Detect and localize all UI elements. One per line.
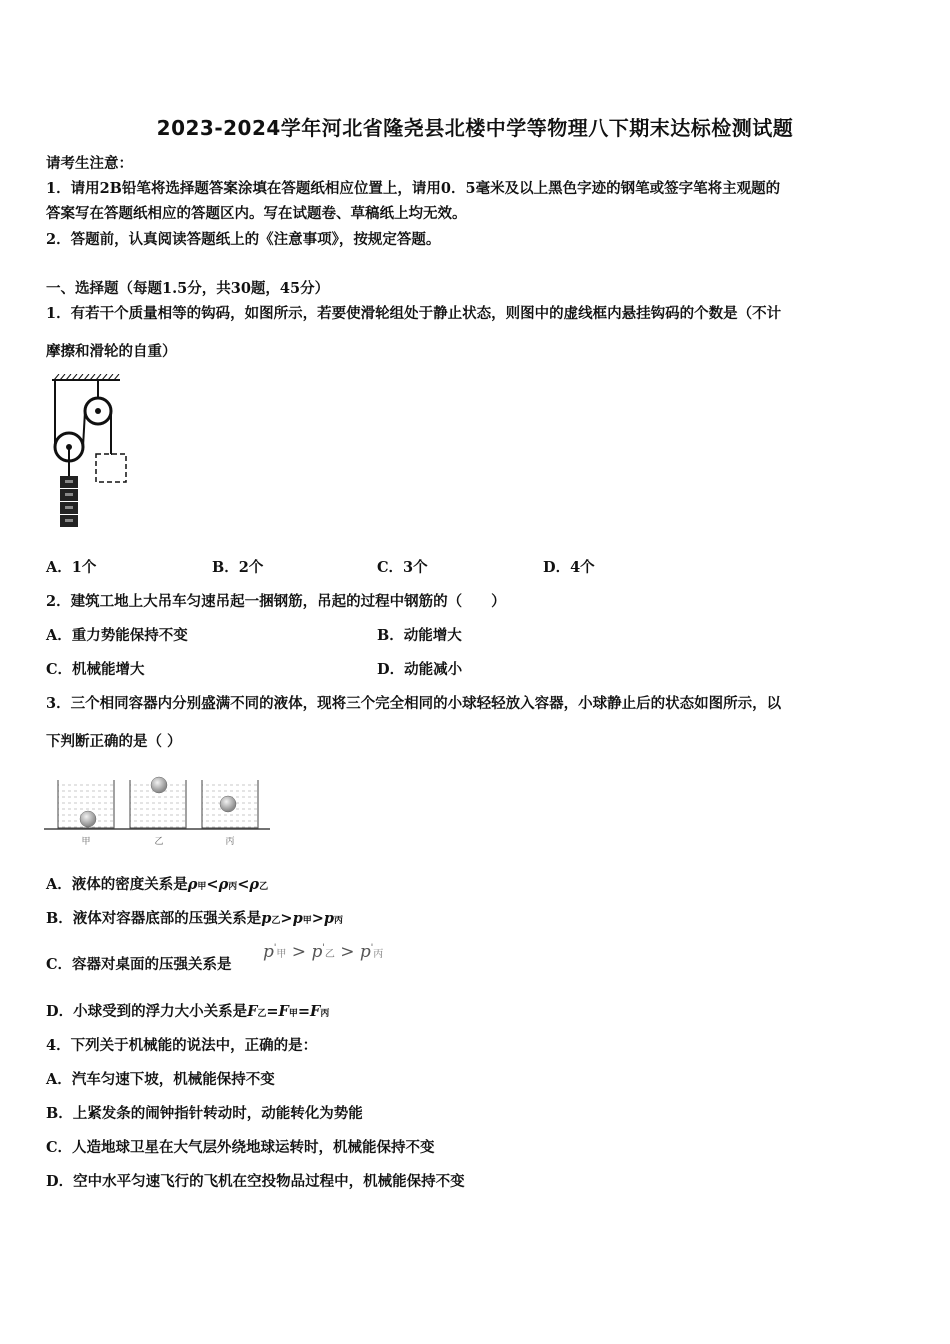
operator: =	[266, 1003, 279, 1020]
notice-line-1a: 1．请用2B铅笔将选择题答案涂填在答题纸相应位置上，请用0．5毫米及以上黑色字迹的钢笔或签字笔将主观题的	[46, 180, 781, 197]
q3-option-c[interactable]	[46, 953, 232, 974]
p-prime-symbol: p	[311, 942, 323, 962]
f-symbol: F	[278, 1003, 289, 1020]
section-heading: 一、选择题（每题1.5分，共30题，45分）	[46, 280, 330, 297]
containers-figure	[44, 770, 270, 850]
q4-option-c[interactable]: C．人造地球卫星在大气层外绕地球运转时，机械能保持不变	[46, 1139, 435, 1156]
notice-heading: 请考生注意：	[46, 155, 133, 172]
q3-option-c-formula: p'甲 > p'乙 > p'丙	[263, 942, 384, 962]
q2-option-a[interactable]: A．重力势能保持不变	[46, 627, 188, 644]
q1-stem: 1．有若干个质量相等的钩码，如图所示，若要使滑轮组处于静止状态，则图中的虚线框内悬挂钩码的个数是（不计	[46, 305, 782, 322]
q3-option-a-text: A．液体的密度关系是	[46, 876, 188, 893]
notice-line-2: 2．答题前，认真阅读答题纸上的《注意事项》，按规定答题。	[46, 231, 441, 248]
container-label-jia: 甲	[81, 837, 91, 847]
page-title: 2023-2024学年河北省隆尧县北楼中学等物理八下期末达标检测试题	[156, 116, 794, 140]
q2-option-d[interactable]: D．动能减小	[377, 661, 463, 678]
subscript-jia: 甲	[302, 916, 312, 926]
subscript-yi: 乙	[259, 882, 269, 892]
subscript-jia: 甲	[288, 1009, 298, 1019]
operator: =	[297, 1003, 311, 1020]
operator: >	[340, 942, 355, 962]
q1-option-b[interactable]: B．2个	[212, 559, 264, 576]
q1-stem-cont: 摩擦和滑轮的自重）	[46, 343, 177, 360]
q3-stem-cont: 下判断正确的是（ ）	[46, 733, 182, 750]
rho-symbol: ρ	[187, 876, 198, 893]
p-symbol: p	[261, 910, 272, 927]
subscript-yi: 乙	[257, 1009, 267, 1019]
operator: <	[237, 876, 250, 893]
pulley-figure	[50, 374, 140, 538]
q3-option-c-text: C．容器对桌面的压强关系是	[46, 956, 232, 973]
q4-option-a[interactable]: A．汽车匀速下坡，机械能保持不变	[46, 1071, 275, 1088]
q3-option-a[interactable]	[46, 873, 268, 894]
p-symbol: p	[292, 910, 303, 927]
operator: >	[280, 910, 293, 927]
q1-option-d[interactable]: D．4个	[543, 559, 595, 576]
subscript-bing: 丙	[228, 882, 238, 892]
subscript-yi: 乙	[271, 916, 281, 926]
q2-stem: 2．建筑工地上大吊车匀速吊起一捆钢筋，吊起的过程中钢筋的（ ）	[46, 593, 506, 610]
p-prime-symbol: p	[263, 942, 274, 962]
operator: <	[206, 876, 219, 893]
rho-symbol: ρ	[249, 876, 260, 893]
subscript-yi: 乙	[324, 949, 335, 960]
p-symbol: p	[323, 910, 335, 927]
subscript-jia: 甲	[276, 949, 287, 960]
subscript-bing: 丙	[320, 1009, 330, 1019]
q3-stem: 3．三个相同容器内分别盛满不同的液体，现将三个完全相同的小球轻轻放入容器，小球静止后的状态如图所示，以	[46, 695, 782, 712]
container-label-yi: 乙	[154, 837, 164, 847]
subscript-jia: 甲	[197, 882, 207, 892]
container-label-bing: 丙	[225, 837, 235, 847]
q3-option-d[interactable]	[46, 1000, 329, 1021]
operator: >	[291, 942, 307, 962]
f-symbol: F	[310, 1003, 321, 1020]
q4-option-b[interactable]: B．上紧发条的闹钟指针转动时，动能转化为势能	[46, 1105, 363, 1122]
q1-option-c[interactable]: C．3个	[377, 559, 428, 576]
subscript-bing: 丙	[334, 916, 344, 926]
p-prime-symbol: p	[359, 942, 371, 962]
f-symbol: F	[247, 1003, 258, 1020]
subscript-bing: 丙	[373, 949, 384, 960]
q4-stem: 4．下列关于机械能的说法中，正确的是：	[46, 1037, 318, 1054]
q3-option-d-text: D．小球受到的浮力大小关系是	[46, 1003, 248, 1020]
q2-option-c[interactable]: C．机械能增大	[46, 661, 145, 678]
operator: >	[311, 910, 324, 927]
q2-option-b[interactable]: B．动能增大	[377, 627, 462, 644]
q3-option-b[interactable]	[46, 907, 343, 928]
q3-option-b-text: B．液体对容器底部的压强关系是	[46, 910, 262, 927]
q4-option-d[interactable]: D．空中水平匀速飞行的飞机在空投物品过程中，机械能保持不变	[46, 1173, 465, 1190]
rho-symbol: ρ	[218, 876, 229, 893]
notice-line-1b: 答案写在答题纸相应的答题区内。写在试题卷、草稿纸上均无效。	[46, 205, 467, 222]
q1-option-a[interactable]: A．1个	[46, 559, 97, 576]
